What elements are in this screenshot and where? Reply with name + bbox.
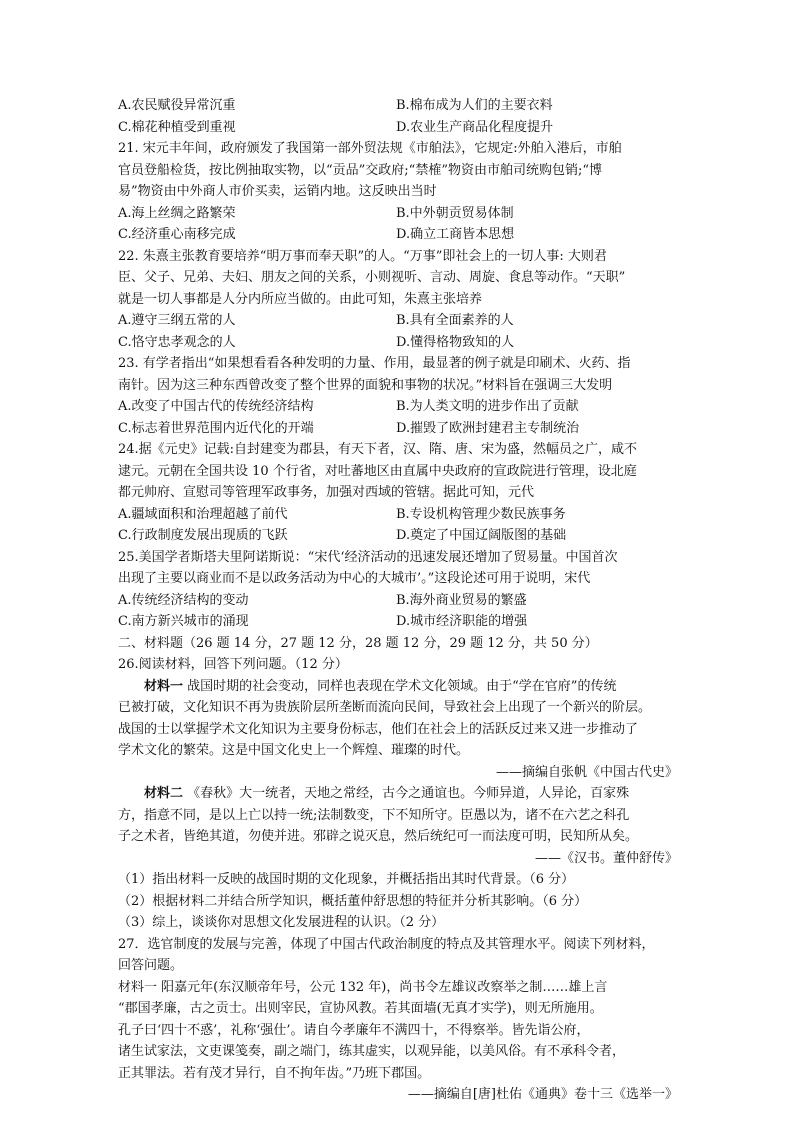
q22-options-row-2 bbox=[118, 332, 678, 354]
q24-options-row-1 bbox=[118, 504, 678, 526]
q25-stem-line: 25.美国学者斯塔夫里阿诺斯说：“宋代‘经济活动的迅速发展还增加了贸易量。中国首次 bbox=[118, 549, 618, 565]
q20-options-row-2 bbox=[118, 117, 678, 139]
q27-material-1-line: 孔子曰‘四十不惑’，礼称‘强仕’。请自今孝廉年不满四十，不得察举。皆先诣公府， bbox=[118, 1022, 590, 1038]
q20-option-b[interactable]: B.棉布成为人们的主要衣料 bbox=[396, 98, 553, 113]
q25-stem-line: 出现了主要以商业而不是以政务活动为中心的大城市’。”这段论述可用于说明，宋代 bbox=[118, 571, 591, 586]
q26-material-2-text: 《春秋》大一统者，天地之常经，古今之通谊也。今师异道，人异论，百家殊 bbox=[183, 786, 630, 801]
q21-option-a[interactable]: A.海上丝绸之路繁荣 bbox=[118, 205, 236, 221]
q21-option-d[interactable]: D.确立工商皆本思想 bbox=[396, 227, 515, 242]
q25-option-b[interactable]: B.海外商业贸易的繁盛 bbox=[396, 592, 527, 608]
q21-options-row-1 bbox=[118, 203, 678, 225]
q26-material-2-source: ——《汉书。董仲舒传》 bbox=[534, 850, 678, 866]
q26-material-1-label: 材料一 bbox=[144, 678, 184, 694]
q27-material-1-line: 正其罪法。若有茂才异行，自不拘年齿。”乃班下郡国。 bbox=[118, 1065, 431, 1081]
q26-material-1-text: 战国时期的社会变动，同样也表现在学术文化领域。由于“学在官府”的传统 bbox=[183, 678, 617, 694]
q23-stem-line: 23. 有学者指出“如果想看看各种发明的力量、作用，最显著的例子就是印刷术、火药、指 bbox=[118, 356, 631, 371]
q27-material-1-line: 诸生试家法，文吏课笺奏，副之端门，练其虚实，以观异能，以美风俗。有不承科令者， bbox=[118, 1044, 626, 1059]
q26-intro: 26.阅读材料，回答下列问题。（12 分） bbox=[118, 657, 348, 672]
q26-material-2-label: 材料二 bbox=[144, 786, 184, 801]
q21-options-row-2 bbox=[118, 224, 678, 246]
q24-option-d[interactable]: D.奠定了中国辽阔版图的基础 bbox=[396, 528, 567, 543]
question-23 bbox=[118, 353, 678, 439]
q27-intro-line: 27．选官制度的发展与完善，体现了中国古代政治制度的特点及其管理水平。阅读下列材料， bbox=[118, 936, 655, 952]
q24-stem-line: 24.据《元史》记载:自封建变为郡县，有天下者，汉、隋、唐、宋为盛，然幅员之广，咸不 bbox=[118, 442, 638, 457]
question-27 bbox=[118, 934, 678, 1106]
q21-option-b[interactable]: B.中外朝贡贸易体制 bbox=[396, 205, 514, 221]
q24-options-row-2 bbox=[118, 525, 678, 547]
question-25 bbox=[118, 547, 678, 633]
q26-sub-question: （3）综上，谈谈你对思想文化发展进程的认识。（2 分） bbox=[118, 915, 445, 930]
q26-material-2-line: 子之术者，皆绝其道，勿使并进。邪辟之说灭息，然后统纪可一而法度可明，民知所从矣。 bbox=[118, 829, 639, 844]
q21-stem-line: 易”物资由中外商人市价买卖，运销内地。这反映出当时 bbox=[118, 184, 437, 199]
q27-intro-line: 回答问题。 bbox=[118, 958, 184, 973]
q26-sub-question: （2）根据材料二并结合所学知识，概括董仲舒思想的特征并分析其影响。（6 分） bbox=[118, 893, 588, 909]
question-26 bbox=[118, 654, 678, 934]
q27-material-1-source: ——摘编自[唐]杜佑《通典》卷十三《选举一》 bbox=[407, 1087, 678, 1102]
question-24 bbox=[118, 439, 678, 547]
q26-material-2-line bbox=[118, 783, 678, 805]
q21-stem-line: 21. 宋元丰年间，政府颁发了我国第一部外贸法规《市舶法》，它规定:外舶入港后，市舶 bbox=[118, 141, 622, 156]
q25-option-a[interactable]: A.传统经济结构的变动 bbox=[118, 592, 249, 608]
q23-option-d[interactable]: D.摧毁了欧洲封建君主专制统治 bbox=[396, 420, 580, 436]
q26-material-1-line: 学术文化的繁荣。这是中国文化史上一个辉煌、璀璨的时代。 bbox=[118, 743, 470, 758]
q23-option-c[interactable]: C.标志着世界范围内近代化的开端 bbox=[118, 420, 314, 436]
q22-options-row-1 bbox=[118, 310, 678, 332]
q22-stem-line: 22. 朱熹主张教育要培养“明万事而奉天职”的人。“万事”即社会上的一切人事: 大则君 bbox=[118, 248, 607, 264]
q20-option-c[interactable]: C.棉花种植受到重视 bbox=[118, 119, 236, 135]
question-21 bbox=[118, 138, 678, 246]
q23-options-row-2 bbox=[118, 418, 678, 440]
exam-page bbox=[118, 95, 678, 1106]
q21-option-c[interactable]: C.经济重心南移完成 bbox=[118, 227, 236, 242]
q23-stem-line: 南针。因为这三种东西曾改变了整个世界的面貌和事物的状况。”材料旨在强调三大发明 bbox=[118, 377, 613, 393]
q24-option-b[interactable]: B.专设机构管理少数民族事务 bbox=[396, 506, 566, 522]
q22-option-c[interactable]: C.恪守忠孝观念的人 bbox=[118, 334, 236, 350]
question-22 bbox=[118, 246, 678, 354]
q24-stem-line: 逮元。元朝在全国共设 10 个行省，对吐蕃地区由直属中央政府的宣政院进行管理，设北庭 bbox=[118, 463, 637, 479]
q25-options-row-1 bbox=[118, 590, 678, 612]
q23-options-row-1 bbox=[118, 396, 678, 418]
q26-material-1-line: 已被打破，文化知识不再为贵族阶层所垄断而流向民间，导致社会上出现了一个新兴的阶层。 bbox=[118, 700, 652, 715]
q21-stem-line: 官员登船检货，按比例抽取实物，以“贡品”交政府;“禁榷”物资由市舶司统购包销;“博 bbox=[118, 162, 602, 178]
q20-options-row-1 bbox=[118, 95, 678, 117]
section-heading: 二、材料题（26 题 14 分，27 题 12 分，28 题 12 分，29 题 12 分，共 50 分） bbox=[118, 635, 598, 651]
q24-stem-line: 都元帅府、宣慰司等管理军政事务，加强对西域的管辖。据此可知，元代 bbox=[118, 485, 535, 500]
q22-option-d[interactable]: D.懂得格物致知的人 bbox=[396, 334, 515, 350]
q25-option-d[interactable]: D.城市经济职能的增强 bbox=[396, 614, 528, 629]
q24-option-a[interactable]: A.疆域面积和治理超越了前代 bbox=[118, 506, 288, 522]
q26-material-2-line: 方，指意不同，是以上亡以持一统;法制数变，下不知所守。臣愚以为，诸不在六艺之科孔 bbox=[118, 807, 630, 823]
q25-option-c[interactable]: C.南方新兴城市的涌现 bbox=[118, 614, 249, 629]
q24-option-c[interactable]: C.行政制度发展出现质的飞跃 bbox=[118, 528, 288, 543]
q27-material-1-line: 材料一 阳嘉元年(东汉顺帝年号，公元 132 年)，尚书令左雄议改察举之制……雄上言 bbox=[118, 979, 608, 995]
q20-option-a[interactable]: A.农民赋役异常沉重 bbox=[118, 98, 236, 113]
q25-options-row-2 bbox=[118, 611, 678, 633]
q23-option-b[interactable]: B.为人类文明的进步作出了贡献 bbox=[396, 399, 579, 414]
q26-material-1-source: ——摘编自张帆《中国古代史》 bbox=[495, 764, 678, 780]
q22-option-a[interactable]: A.遵守三纲五常的人 bbox=[118, 313, 236, 328]
q26-sub-question: （1）指出材料一反映的战国时期的文化现象，并概括指出其时代背景。（6 分） bbox=[118, 872, 575, 887]
q20-option-d[interactable]: D.农业生产商品化程度提升 bbox=[396, 119, 554, 135]
q22-stem-line: 臣、父子、兄弟、夫妇、朋友之间的关系，小则视听、言动、周旋、食息等动作。“天职” bbox=[118, 270, 626, 285]
q22-stem-line: 就是一切人事都是人分内所应当做的。由此可知，朱熹主张培养 bbox=[118, 291, 483, 307]
q23-option-a[interactable]: A.改变了中国古代的传统经济结构 bbox=[118, 399, 314, 414]
q22-option-b[interactable]: B.具有全面素养的人 bbox=[396, 313, 514, 328]
q27-material-1-line: “郡国孝廉，古之贡士。出则宰民，宣协风教。若其面墙(无真才实学)，则无所施用。 bbox=[118, 1001, 603, 1016]
q26-material-1-line: 战国的士以掌握学术文化知识为主要身份标志，他们在社会上的活跃反过来又进一步推动了 bbox=[118, 721, 639, 737]
q26-material-1-line bbox=[118, 676, 678, 698]
